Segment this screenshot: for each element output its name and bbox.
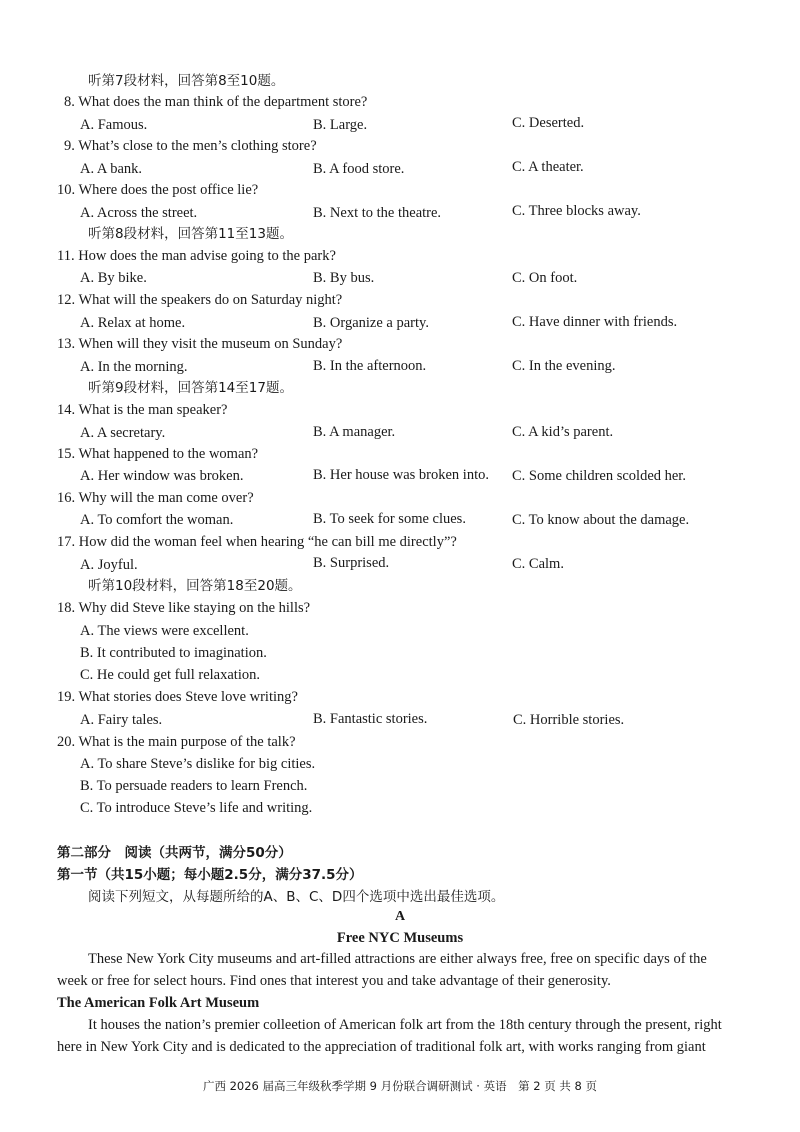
question-16-option-a: A. To comfort the woman. [80,512,234,528]
reading-part-title: 第二部分 阅读（共两节，满分50分） [57,845,292,861]
question-18-option-a: A. The views were excellent. [80,623,249,639]
question-14-stem: 14. What is the man speaker? [57,402,228,418]
listening-section-9-instruction: 听第9段材料，回答第14至17题。 [88,380,293,396]
question-9-option-b: B. A food store. [313,161,405,177]
reading-section-title: 第一节（共15小题；每小题2.5分，满分37.5分） [57,867,363,883]
passage-body-line-1: It houses the nation’s premier colleetion of American folk art from the 18th century through the present, right [88,1017,722,1033]
listening-section-8-instruction: 听第8段材料，回答第11至13题。 [88,226,293,242]
listening-section-7-instruction: 听第7段材料，回答第8至10题。 [88,73,285,89]
question-17-option-b: B. Surprised. [313,555,390,571]
question-9-stem: 9. What’s close to the men’s clothing store? [64,138,317,154]
question-10-option-b: B. Next to the theatre. [313,205,442,221]
passage-body-line-2: here in New York City and is dedicated to the appreciation of traditional folk art, with works ranging from giant [57,1039,706,1055]
question-8-option-c: C. Deserted. [512,115,585,131]
question-13-option-a: A. In the morning. [80,359,188,375]
question-11-stem: 11. How does the man advise going to the park? [57,248,336,264]
question-19-option-b: B. Fantastic stories. [313,711,428,727]
question-8-option-a: A. Famous. [80,117,148,133]
question-14-option-c: C. A kid’s parent. [512,424,614,440]
question-16-stem: 16. Why will the man come over? [57,490,254,506]
passage-subheading: The American Folk Art Museum [57,995,260,1011]
question-18-stem: 18. Why did Steve like staying on the hills? [57,600,311,616]
question-12-option-c: C. Have dinner with friends. [512,314,678,330]
question-12-stem: 12. What will the speakers do on Saturday night? [57,292,343,308]
question-11-option-c: C. On foot. [512,270,578,286]
question-19-option-a: A. Fairy tales. [80,712,163,728]
question-20-option-b: B. To persuade readers to learn French. [80,778,308,794]
page-footer: 广西 2026 届高三年级秋季学期 9 月份联合调研测试 · 英语 第 2 页 共 8 页 [202,1079,598,1093]
question-19-option-c: C. Horrible stories. [513,712,625,728]
question-20-option-c: C. To introduce Steve’s life and writing. [80,800,313,816]
question-14-option-a: A. A secretary. [80,425,166,441]
reading-instruction: 阅读下列短文，从每题所给的A、B、C、D四个选项中选出最佳选项。 [88,889,505,905]
question-15-option-c: C. Some children scolded her. [512,468,686,484]
passage-intro-line-1: These New York City museums and art-filled attractions are either always free, free on specific days of the [88,951,707,967]
question-10-stem: 10. Where does the post office lie? [57,182,259,198]
question-13-option-c: C. In the evening. [512,358,616,374]
question-11-option-b: B. By bus. [313,270,375,286]
question-17-stem: 17. How did the woman feel when hearing “he can bill me directly”? [57,534,457,550]
listening-section-10-instruction: 听第10段材料，回答第18至20题。 [88,578,302,594]
question-20-stem: 20. What is the main purpose of the talk? [57,734,296,750]
question-18-option-b: B. It contributed to imagination. [80,645,267,661]
question-15-option-a: A. Her window was broken. [80,468,244,484]
question-8-stem: 8. What does the man think of the department store? [64,94,368,110]
question-8-option-b: B. Large. [313,117,368,133]
question-11-option-a: A. By bike. [80,270,147,286]
question-16-option-b: B. To seek for some clues. [313,511,466,527]
question-16-option-c: C. To know about the damage. [512,512,690,528]
question-18-option-c: C. He could get full relaxation. [80,667,260,683]
question-9-option-a: A. A bank. [80,161,143,177]
question-17-option-c: C. Calm. [512,556,564,572]
question-14-option-b: B. A manager. [313,424,396,440]
question-12-option-a: A. Relax at home. [80,315,186,331]
question-17-option-a: A. Joyful. [80,557,138,573]
question-9-option-c: C. A theater. [512,159,584,175]
question-20-option-a: A. To share Steve’s dislike for big cities. [80,756,316,772]
question-19-stem: 19. What stories does Steve love writing? [57,689,298,705]
passage-intro-line-2: week or free for select hours. Find ones that interest you and take advantage of their generosity. [57,973,611,989]
question-10-option-a: A. Across the street. [80,205,198,221]
question-13-option-b: B. In the afternoon. [313,358,427,374]
passage-letter: A [394,909,406,924]
question-15-stem: 15. What happened to the woman? [57,446,259,462]
question-12-option-b: B. Organize a party. [313,315,429,331]
question-15-option-b: B. Her house was broken into. [313,467,489,483]
passage-title: Free NYC Museums [336,930,464,946]
question-10-option-c: C. Three blocks away. [512,203,641,219]
question-13-stem: 13. When will they visit the museum on Sunday? [57,336,343,352]
